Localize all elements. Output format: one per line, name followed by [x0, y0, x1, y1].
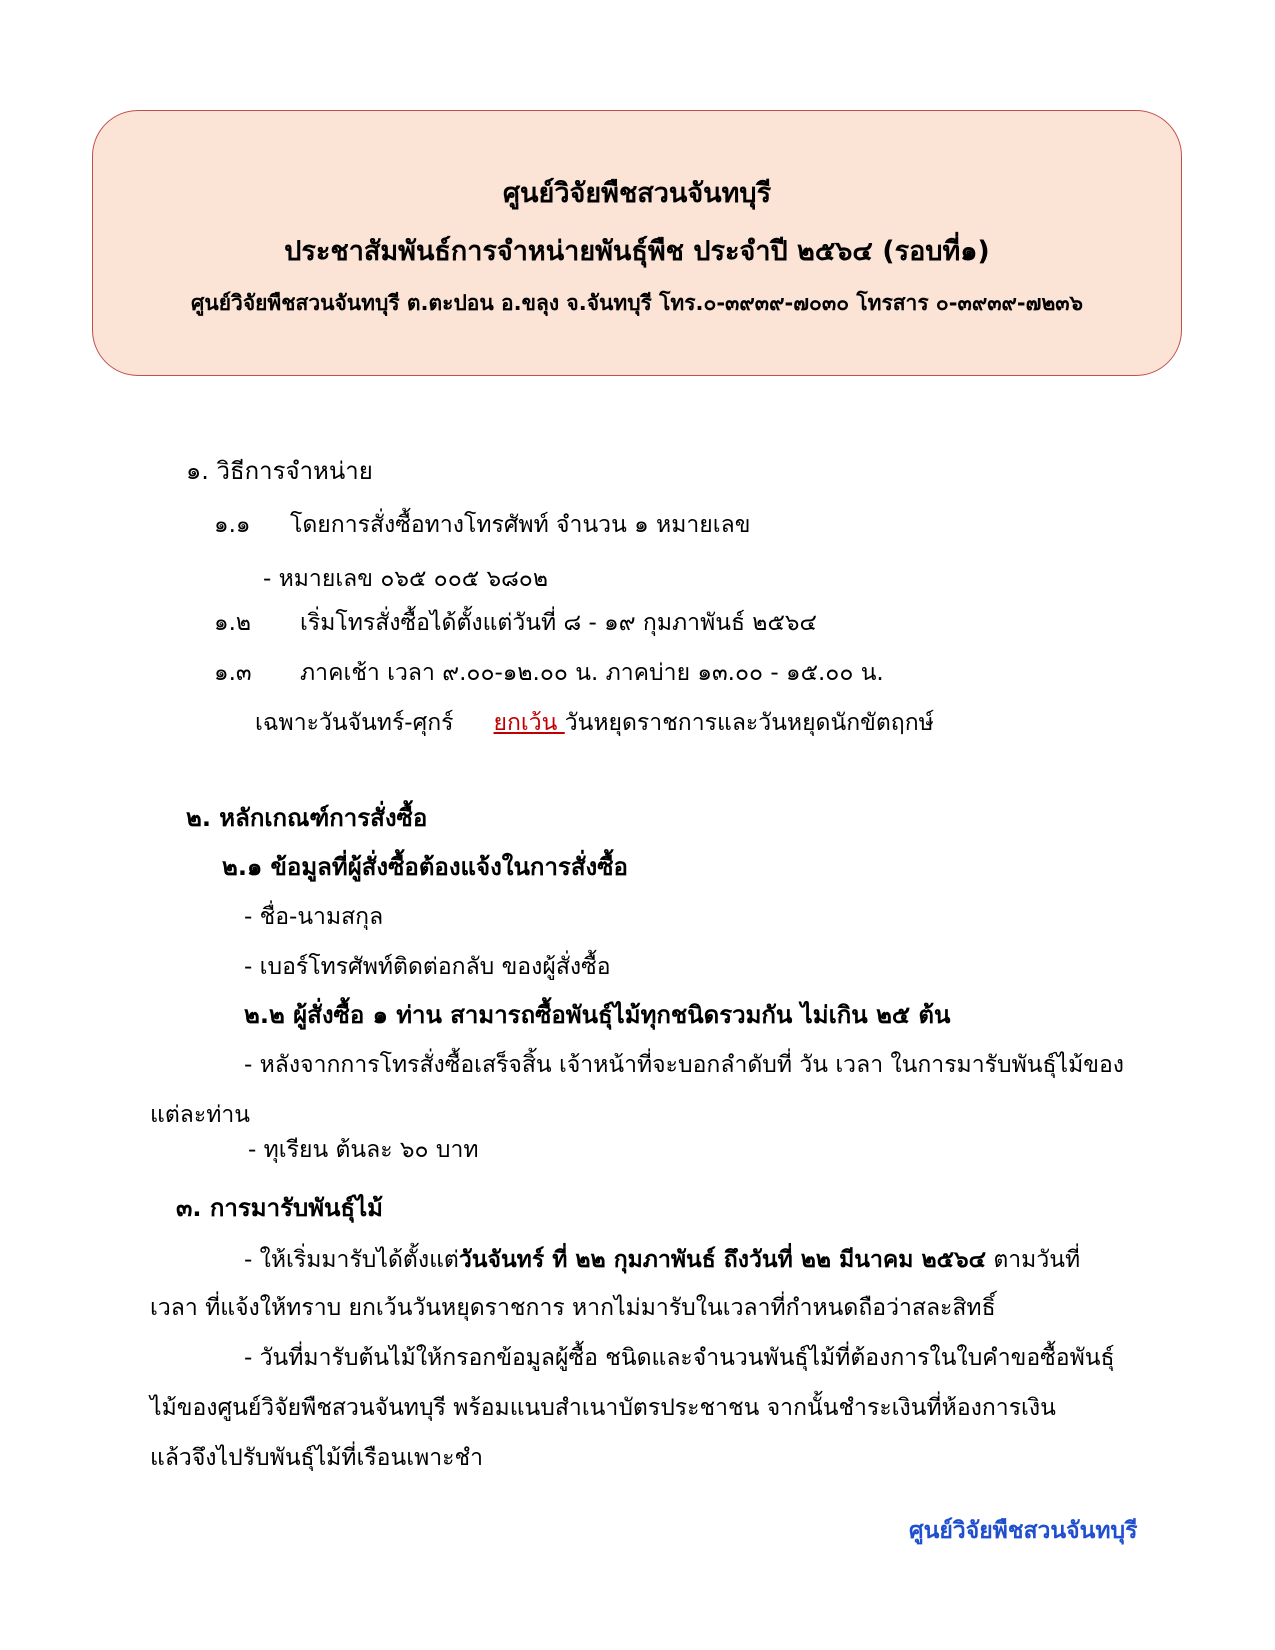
header-title: ศูนย์วิจัยพืชสวนจันทบุรี — [502, 178, 772, 209]
pickup-form-line-2: ไม้ของศูนย์วิจัยพืชสวนจันทบุรี พร้อมแนบสำเนาบัตรประชาชน จากนั้นชำระเงินที่ห้องการเงิน — [150, 1395, 1056, 1421]
item-1-3-text: ภาคเช้า เวลา ๙.๐๐-๑๒.๐๐ น. ภาคบ่าย ๑๓.๐๐ - ๑๕.๐๐ น. — [300, 660, 884, 686]
detail-phone: - เบอร์โทรศัพท์ติดต่อกลับ ของผู้สั่งซื้อ — [244, 954, 611, 980]
pickup-line-1 — [244, 1245, 1080, 1275]
detail-name: - ชื่อ-นามสกุล — [244, 904, 384, 930]
business-days: เฉพาะวันจันทร์-ศุกร์ — [255, 710, 454, 736]
holidays-text: วันหยุดราชการและวันหยุดนักขัตฤกษ์ — [564, 710, 934, 736]
header-subtitle: ประชาสัมพันธ์การจำหน่ายพันธุ์พืช ประจำปี ๒๕๖๔ (รอบที่๑) — [284, 236, 990, 267]
pickup-form-line-3: แล้วจึงไปรับพันธุ์ไม้ที่เรือนเพาะชำ — [150, 1445, 484, 1471]
durian-price: - ทุเรียน ต้นละ ๖๐ บาท — [248, 1137, 479, 1163]
order-note-line-1: - หลังจากการโทรสั่งซื้อเสร็จสิ้น เจ้าหน้าที่จะบอกลำดับที่ วัน เวลา ในการมารับพันธุ์ไม้ของ — [244, 1052, 1125, 1078]
item-1-1-text: โดยการสั่งซื้อทางโทรศัพท์ จำนวน ๑ หมายเลข — [290, 512, 751, 538]
item-1-1-number: ๑.๑ — [214, 512, 251, 538]
pickup-intro: - ให้เริ่มมารับได้ตั้งแต่ — [244, 1247, 459, 1273]
item-2-1-heading: ๒.๑ ข้อมูลที่ผู้สั่งซื้อต้องแจ้งในการสั่งซื้อ — [222, 853, 628, 881]
pickup-dates: วันจันทร์ ที่ ๒๒ กุมภาพันธ์ ถึงวันที่ ๒๒ มีนาคม ๒๕๖๔ — [458, 1247, 987, 1273]
item-1-3-number: ๑.๓ — [214, 660, 252, 686]
section-3-heading: ๓. การมารับพันธุ์ไม้ — [176, 1194, 383, 1222]
item-1-2-number: ๑.๒ — [214, 610, 252, 636]
pickup-suffix: ตามวันที่ — [986, 1247, 1081, 1273]
section-2-heading: ๒. หลักเกณฑ์การสั่งซื้อ — [186, 804, 428, 832]
except-label: ยกเว้น — [493, 710, 565, 736]
phone-number: - หมายเลข ๐๖๕ ๐๐๕ ๖๘๐๒ — [263, 566, 549, 592]
business-days-line — [255, 708, 934, 738]
header-contact: ศูนย์วิจัยพืชสวนจันทบุรี ต.ตะปอน อ.ขลุง จ.จันทบุรี โทร.๐-๓๙๓๙-๗๐๓๐ โทรสาร ๐-๓๙๓๙-๗๒๓๖ — [191, 291, 1083, 315]
header-box — [92, 110, 1182, 376]
pickup-line-2: เวลา ที่แจ้งให้ทราบ ยกเว้นวันหยุดราชการ หากไม่มารับในเวลาที่กำหนดถือว่าสละสิทธิ์ — [150, 1295, 996, 1321]
item-1-2-text: เริ่มโทรสั่งซื้อได้ตั้งแต่วันที่ ๘ - ๑๙ กุมภาพันธ์ ๒๕๖๔ — [300, 610, 817, 636]
section-1-heading: ๑. วิธีการจำหน่าย — [186, 457, 373, 485]
order-note-line-2: แต่ละท่าน — [150, 1102, 251, 1128]
footer-signature: ศูนย์วิจัยพืชสวนจันทบุรี — [909, 1518, 1138, 1544]
pickup-form-line-1: - วันที่มารับต้นไม้ให้กรอกข้อมูลผู้ซื้อ ชนิดและจำนวนพันธุ์ไม้ที่ต้องการในใบคำขอซื้อพันธุ์ — [244, 1345, 1115, 1371]
item-2-2-heading: ๒.๒ ผู้สั่งซื้อ ๑ ท่าน สามารถซื้อพันธุ์ไม้ทุกชนิดรวมกัน ไม่เกิน ๒๕ ต้น — [244, 1001, 951, 1029]
